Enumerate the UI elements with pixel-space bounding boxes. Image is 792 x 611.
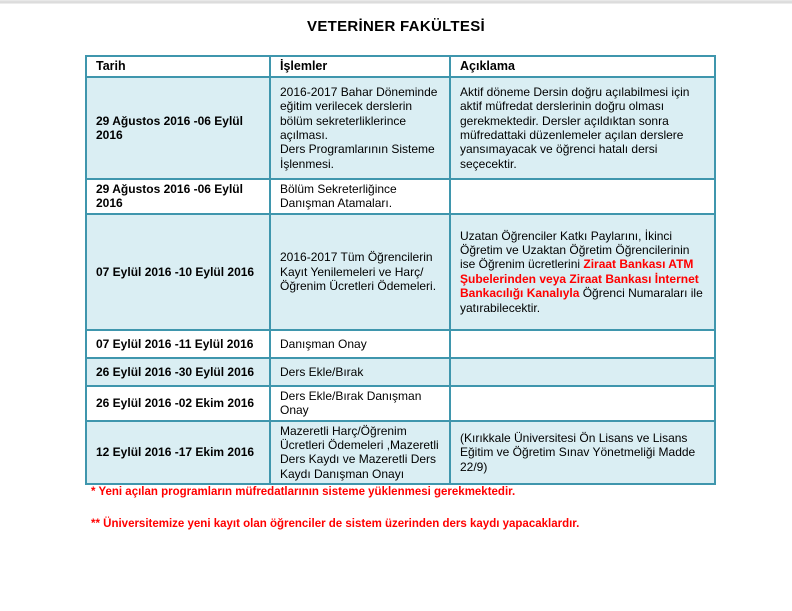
description-cell: (Kırıkkale Üniversitesi Ön Lisans ve Lisans Eğitim ve Öğretim Sınav Yönetmeliği Madde 22/9) [450,421,715,485]
table-row [86,358,715,386]
description-cell [450,214,715,330]
bank-payment-highlight: Ziraat Bankası ATM Şubelerinden veya Ziraat Bankası İnternet Bankacılığı Kanalıyla [460,257,699,301]
description-cell [450,330,715,358]
procedure-text: 2016-2017 Bahar Döneminde eğitim verilecek derslerin bölüm sekreterliklerince açılması. [280,84,438,142]
procedure-cell: Danışman Onay [270,330,450,358]
date-cell: 07 Eylül 2016 -11 Eylül 2016 [86,330,270,358]
table-row [86,214,715,330]
procedure-cell: Ders Ekle/Bırak Danışman Onay [270,386,450,421]
description-cell [450,386,715,421]
description-cell: Aktif döneme Dersin doğru açılabilmesi için aktif müfredat derslerinin doğru olması gerekmektedir. Dersler açıldıktan sonra müfredattaki düzenlemeler açılan derslere yansımayacak ve öğrenci hatalı dersi seçecektir. [450,77,715,179]
column-header-aciklama: Açıklama [450,56,715,77]
table-row [86,330,715,358]
description-text: Uzatan Öğrenciler Katkı Paylarını, İkinci Öğretim ve Uzaktan Öğretim Öğrencilerinin ise Öğrenim ücretlerini [460,228,690,272]
date-cell: 26 Eylül 2016 -02 Ekim 2016 [86,386,270,421]
column-header-islemler: İşlemler [270,56,450,77]
date-cell: 29 Ağustos 2016 -06 Eylül 2016 [86,179,270,214]
header-row [86,56,715,77]
procedure-cell: Mazeretli Harç/Öğrenim Ücretleri Ödemeleri ,Mazeretli Ders Kaydı ve Mazeretli Ders Kaydı Danışman Onayı [270,421,450,485]
procedure-cell: Ders Ekle/Bırak [270,358,450,386]
document-title: VETERİNER FAKÜLTESİ [307,18,485,35]
description-cell [450,358,715,386]
schedule-table [85,55,716,485]
page-top-edge [0,0,792,4]
procedure-cell: Bölüm Sekreterliğince Danışman Atamaları. [270,179,450,214]
procedure-cell [270,77,450,179]
procedure-text: Ders Programlarının Sisteme İşlenmesi. [280,142,435,171]
footnote-new-students: ** Üniversitemize yeni kayıt olan öğrenciler de sistem üzerinden ders kaydı yapacaklardır. [91,518,580,530]
table-row [86,386,715,421]
table-row [86,421,715,485]
footnote-curriculum-upload: * Yeni açılan programların müfredatlarının sisteme yüklenmesi gerekmektedir. [91,486,516,498]
table-row [86,179,715,214]
procedure-cell: 2016-2017 Tüm Öğrencilerin Kayıt Yenilemeleri ve Harç/Öğrenim Ücretleri Ödemeleri. [270,214,450,330]
date-cell: 12 Eylül 2016 -17 Ekim 2016 [86,421,270,485]
date-cell: 07 Eylül 2016 -10 Eylül 2016 [86,214,270,330]
date-cell: 29 Ağustos 2016 -06 Eylül 2016 [86,77,270,179]
description-cell [450,179,715,214]
description-text: Öğrenci Numaraları ile yatırabilecektir. [460,286,703,315]
date-cell: 26 Eylül 2016 -30 Eylül 2016 [86,358,270,386]
table-row [86,77,715,179]
column-header-tarih: Tarih [86,56,270,77]
